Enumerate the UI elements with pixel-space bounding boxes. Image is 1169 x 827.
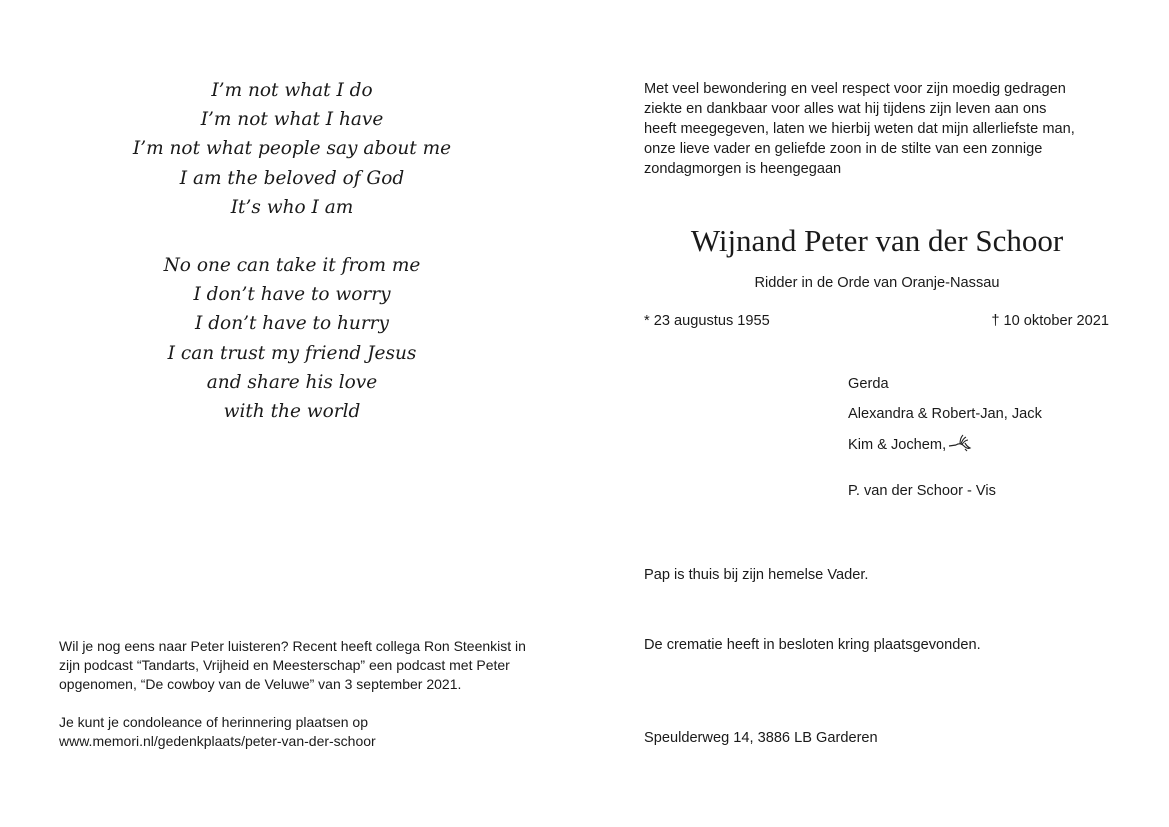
birth-date: * 23 augustus 1955 — [644, 313, 770, 329]
podcast-line: zijn podcast “Tandarts, Vrijheid en Meesterschap” een podcast met Peter — [59, 657, 510, 673]
poem-line: I’m not what I do — [211, 80, 373, 101]
family-children-1: Alexandra & Robert-Jan, Jack — [848, 406, 1042, 422]
poem-line: and share his love — [206, 371, 378, 393]
distinction: Ridder in de Orde van Oranje-Nassau — [754, 275, 1000, 291]
dove-icon — [948, 434, 972, 458]
poem-line: I don’t have to hurry — [195, 313, 389, 335]
podcast-line: opgenomen, “De cowboy van de Veluwe” van 3 september 2021. — [59, 676, 462, 692]
poem-line: It’s who I am — [230, 196, 354, 218]
poem-line: with the world — [223, 401, 361, 423]
poem-line: I don’t have to worry — [193, 284, 391, 306]
poem — [92, 76, 492, 426]
condolence-url[interactable]: www.memori.nl/gedenkplaats/peter-van-der-schoor — [59, 733, 376, 749]
deceased-name: Wijnand Peter van der Schoor — [690, 223, 1064, 258]
poem-line: I am the beloved of God — [179, 167, 405, 189]
family-list — [848, 374, 1042, 511]
stanza-gap — [92, 222, 492, 251]
intro-line: onze lieve vader en geliefde zoon in de stilte van een zonnige — [644, 141, 1043, 157]
cremation-text: De crematie heeft in besloten kring plaatsgevonden. — [644, 637, 981, 653]
condolence-line: Je kunt je condoleance of herinnering plaatsen op — [59, 714, 368, 730]
intro-line: Met veel bewondering en veel respect voor zijn moedig gedragen — [644, 81, 1066, 97]
intro-line: ziekte en dankbaar voor alles wat hij tijdens zijn leven aan ons — [644, 101, 1047, 117]
poem-line: I’m not what people say about me — [132, 138, 452, 160]
intro-line: zondagmorgen is heengegaan — [644, 161, 842, 177]
podcast-line: Wil je nog eens naar Peter luisteren? Recent heeft collega Ron Steenkist in — [59, 638, 526, 654]
intro-line: heeft meegegeven, laten we hierbij weten dat mijn allerliefste man, — [644, 121, 1075, 137]
death-date: † 10 oktober 2021 — [991, 313, 1109, 329]
family-spouse: Gerda — [848, 376, 889, 392]
poem-line: I can trust my friend Jesus — [167, 342, 417, 364]
podcast-note — [59, 637, 539, 694]
poem-line: No one can take it from me — [163, 255, 421, 277]
address-text: Speulderweg 14, 3886 LB Garderen — [644, 730, 878, 746]
family-parent: P. van der Schoor - Vis — [848, 483, 996, 499]
intro-text — [644, 79, 1114, 179]
family-children-2-row — [848, 434, 1042, 464]
home-text: Pap is thuis bij zijn hemelse Vader. — [644, 567, 869, 583]
family-gap — [848, 464, 1042, 481]
family-children-2: Kim & Jochem, — [848, 437, 947, 453]
poem-line: I’m not what I have — [200, 109, 384, 131]
condolence-note — [59, 713, 539, 751]
